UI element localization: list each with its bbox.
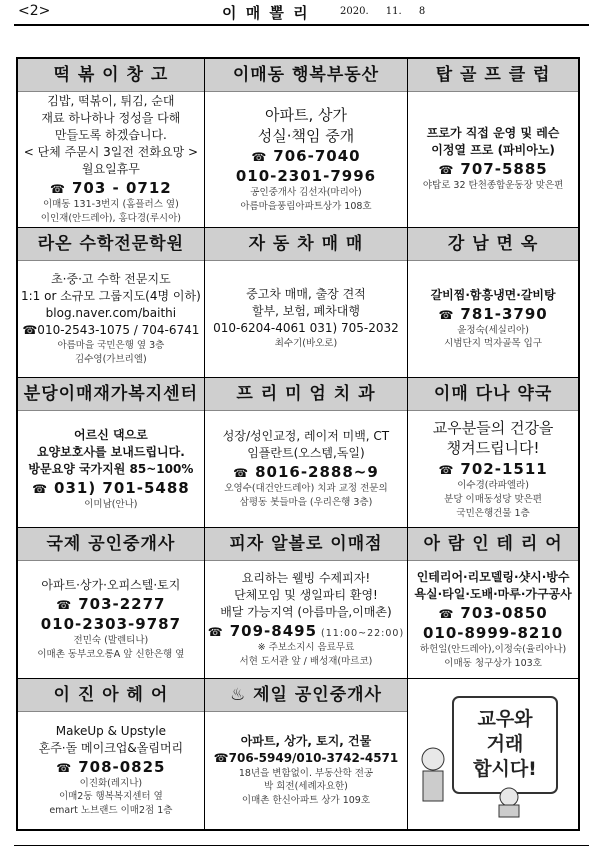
shop-note: 이매동 131-3번지 (홈플러스 옆) (42, 199, 179, 210)
shop-line: 아파트, 상가, 토지, 건물 (240, 733, 372, 748)
shop-body (18, 92, 204, 227)
shop-line: blog.naver.com/baithi (45, 306, 177, 321)
phone-value: 703-2277 (78, 595, 166, 614)
shop-note: 국민은행건물 1층 (456, 507, 530, 519)
phone-value: 707-5885 (460, 160, 548, 179)
ad-cell (205, 679, 408, 829)
shop-title: 떡 볶 이 창 고 (18, 59, 204, 92)
shop-line: MakeUp & Upstyle (55, 723, 166, 738)
phone-number (21, 595, 201, 613)
shop-body (408, 561, 578, 677)
shop-line: 김밥, 떡볶이, 튀김, 순대 (47, 94, 175, 108)
shop-line: 갈비찜·함흥냉면·갈비탕 (430, 287, 556, 302)
shop-note: 이진화(레지나) (79, 777, 143, 789)
page-header (14, 0, 589, 24)
shop-line: ☎706-5949/010-3742-4571 (213, 750, 399, 765)
phone-icon: ☎ (438, 163, 455, 178)
shop-title: 국제 공인중개사 (18, 528, 204, 561)
shop-line: 1:1 or 소규모 그룹지도(4명 이하) (21, 289, 201, 304)
shop-body (408, 261, 578, 377)
shop-line: 챙겨드립니다! (446, 439, 540, 458)
header-rule (14, 24, 589, 26)
shop-body (205, 261, 407, 377)
ad-grid (16, 57, 580, 831)
phone-number (411, 604, 575, 622)
ad-cell (18, 59, 205, 228)
bulletin-name: 이 매 뽈 리 (222, 4, 310, 22)
shop-note: 김수영(가브리엘) (75, 353, 147, 365)
shop-note: 이매촌 동부코오롱A 앞 신한은행 옆 (37, 649, 185, 661)
shop-note: 분당 이매동성당 맞은편 (444, 494, 542, 506)
shop-line: 인테리어·리모델링·샷시·방수 (416, 569, 570, 584)
shop-note: 이인재(안드레아), 홍다경(루시아) (40, 212, 181, 224)
shop-line: 임플란트(오스템,독일) (247, 446, 365, 461)
shop-line: 재료 하나하나 정성을 다해 (41, 111, 181, 125)
shop-line: ☎010-2543-1075 / 704-6741 (22, 323, 200, 338)
shop-body (205, 411, 407, 527)
shop-line: 만들도록 하겠습니다. (54, 128, 167, 142)
shop-title: 탑 골 프 클 럽 (408, 59, 578, 92)
shop-line: 요양보호사를 보내드립니다. (36, 444, 185, 459)
phone-number-2: 010-2303-9787 (40, 615, 182, 634)
ad-cell (408, 228, 578, 378)
shop-note: 하헌일(안드레아),이정숙(율리아나) (419, 643, 567, 655)
shop-body (408, 92, 578, 227)
phone-number (411, 305, 575, 323)
footer-rule (14, 845, 589, 846)
shop-line: 요리하는 웰빙 수제피자! (241, 571, 371, 586)
shop-line: 어르신 댁으로 (74, 427, 148, 442)
sign-text-line: 교우와 (477, 707, 533, 730)
phone-icon: ☎ (207, 625, 224, 640)
shop-title: 아 람 인 테 리 어 (408, 528, 578, 561)
trade-illustration (408, 679, 578, 829)
phone-number (208, 622, 404, 640)
shop-line: 월요일휴무 (81, 162, 140, 176)
shop-line: 초·중·고 수학 전문지도 (51, 272, 171, 287)
shop-title: 분당이매재가복지센터 (18, 378, 204, 411)
shop-line: 교우분들의 건강을 (432, 418, 554, 437)
phone-icon: ☎ (438, 307, 455, 322)
shop-note: 삼평동 봇들마을 (우리은행 3층) (239, 497, 373, 509)
ad-cell (408, 528, 578, 678)
phone-value: 8016-2888~9 (255, 463, 379, 482)
shop-line: 중고차 매매, 출장 견적 (246, 287, 366, 302)
shop-title: 라온 수학전문학원 (18, 228, 204, 261)
shop-body (18, 712, 204, 829)
phone-icon: ☎ (438, 606, 455, 621)
shop-note: 이매촌 한신아파트 상가 109호 (241, 795, 371, 807)
shop-title: 자 동 차 매 매 (205, 228, 407, 261)
person-left-body (423, 771, 443, 801)
ad-cell (18, 228, 205, 378)
shop-line: 방문요양 국가지원 85~100% (28, 461, 194, 476)
phone-icon: ☎ (233, 466, 250, 481)
shop-body (205, 92, 407, 227)
person-right-body (499, 805, 519, 817)
shop-note: 윤정숙(세실리아) (457, 324, 529, 336)
phone-number (21, 479, 201, 497)
sign-illustration (413, 689, 573, 819)
shop-note: 이수경(라파엘라) (457, 480, 529, 492)
ad-cell (18, 528, 205, 678)
shop-body (408, 411, 578, 527)
phone-number (411, 160, 575, 178)
shop-line: 아파트·상가·오피스텔·토지 (41, 578, 181, 593)
shop-note: ※ 주보소지시 음료무료 (257, 642, 355, 654)
ad-cell (205, 528, 408, 678)
shop-note: 오영수(대건안드레아) 치과 교정 전문의 (224, 483, 388, 495)
shop-title: 프 리 미 엄 치 과 (205, 378, 407, 411)
shop-title: 이매 다나 약국 (408, 378, 578, 411)
shop-body (205, 712, 407, 829)
phone-icon: ☎ (56, 598, 73, 613)
phone-number-2: 010-8999-8210 (422, 623, 564, 642)
phone-number (21, 758, 201, 776)
phone-value: 703-0850 (460, 603, 548, 622)
shop-note: 시범단지 먹자골목 입구 (444, 338, 542, 350)
shop-note: 전민숙 (발렌티나) (73, 635, 149, 647)
phone-value: 031) 701-5488 (54, 478, 190, 497)
shop-line: 010-6204-4061 031) 705-2032 (213, 321, 399, 336)
shop-line: 프로가 직접 운영 및 레슨 (426, 126, 560, 141)
phone-icon: ☎ (32, 481, 49, 496)
phone-value: 702-1511 (460, 460, 548, 479)
phone-number (208, 147, 404, 165)
shop-line: 욕실·타일·도배·마루·가구공사 (414, 586, 572, 601)
phone-number (21, 179, 201, 197)
phone-number (208, 463, 404, 481)
shop-body (18, 561, 204, 677)
shop-body (205, 561, 407, 677)
shop-line: 배달 가능지역 (아름마을,이매촌) (220, 605, 392, 620)
phone-value: 709-8495 (229, 622, 318, 641)
person-right-head (500, 788, 518, 806)
phone-value: 781-3790 (460, 304, 548, 323)
phone-icon: ☎ (50, 182, 66, 196)
shop-body (18, 411, 204, 527)
page-number: <2> (18, 3, 51, 19)
shop-note: 아름마을풍림아파트상가 108호 (240, 201, 372, 213)
shop-note: 이미남(안나) (84, 498, 138, 510)
phone-value: 708-0825 (78, 757, 166, 776)
shop-line: 아파트, 상가 (264, 105, 347, 124)
phone-value: 703 - 0712 (71, 179, 172, 197)
ad-cell (18, 378, 205, 528)
shop-note: 18년을 변함없이. 부동산학 전공 (238, 767, 374, 779)
person-left-head (422, 748, 444, 770)
phone-icon: ☎ (438, 463, 455, 478)
shop-body (18, 261, 204, 377)
phone-icon: ☎ (56, 760, 73, 775)
ad-cell (205, 59, 408, 228)
phone-icon: ☎ (251, 150, 268, 165)
shop-note: 최수기(바오로) (274, 338, 338, 350)
sign-text-line: 거래 (486, 732, 524, 755)
ad-cell (408, 59, 578, 228)
shop-title: 피자 알볼로 이매점 (205, 528, 407, 561)
shop-line: 성실·책임 중개 (257, 126, 355, 145)
shop-note: emart 노브랜드 이매2점 1층 (49, 805, 173, 817)
phone-number-2: 010-2301-7996 (235, 167, 377, 186)
phone-hours: (11:00~22:00) (317, 628, 405, 640)
ad-cell (205, 378, 408, 528)
shop-note: 이매동 청구상가 103호 (444, 657, 542, 669)
shop-line: 단체모임 및 생일파티 환영! (234, 588, 378, 603)
shop-note: 박 희전(세례자요한) (264, 781, 348, 793)
ad-cell (408, 378, 578, 528)
shop-note: 아름마을 국민은행 옆 3층 (57, 340, 165, 352)
phone-value: 706-7040 (273, 147, 361, 166)
shop-title: 강 남 면 옥 (408, 228, 578, 261)
ad-cell (18, 679, 205, 829)
shop-note: 이매2동 행복복지센터 옆 (58, 791, 163, 803)
shop-line: < 단체 주문시 3일전 전화요망 > (23, 145, 199, 159)
shop-line: 이정열 프로 (파비아노) (431, 143, 555, 158)
shop-line: 성장/성인교정, 레이저 미백, CT (222, 429, 390, 444)
shop-title: ♨ 제일 공인중개사 (205, 679, 407, 712)
shop-note: 서현 도서관 앞 / 배성재(마르코) (239, 656, 373, 668)
shop-note: 야탑로 32 탄천종합운동장 맞은편 (422, 180, 564, 192)
shop-note: 공인중개사 김선자(마리아) (250, 187, 362, 199)
ad-cell (408, 679, 578, 829)
bulletin-date: 2020. 11. 8 (340, 6, 426, 17)
shop-title: 이 진 아 헤 어 (18, 679, 204, 712)
shop-title: 이매동 행복부동산 (205, 59, 407, 92)
ad-cell (205, 228, 408, 378)
shop-line: 할부, 보험, 폐차대행 (251, 304, 360, 319)
phone-number (411, 460, 575, 478)
shop-line: 혼주·돌 메이크업&올림머리 (38, 740, 184, 755)
sign-text-line: 합시다! (473, 757, 537, 780)
